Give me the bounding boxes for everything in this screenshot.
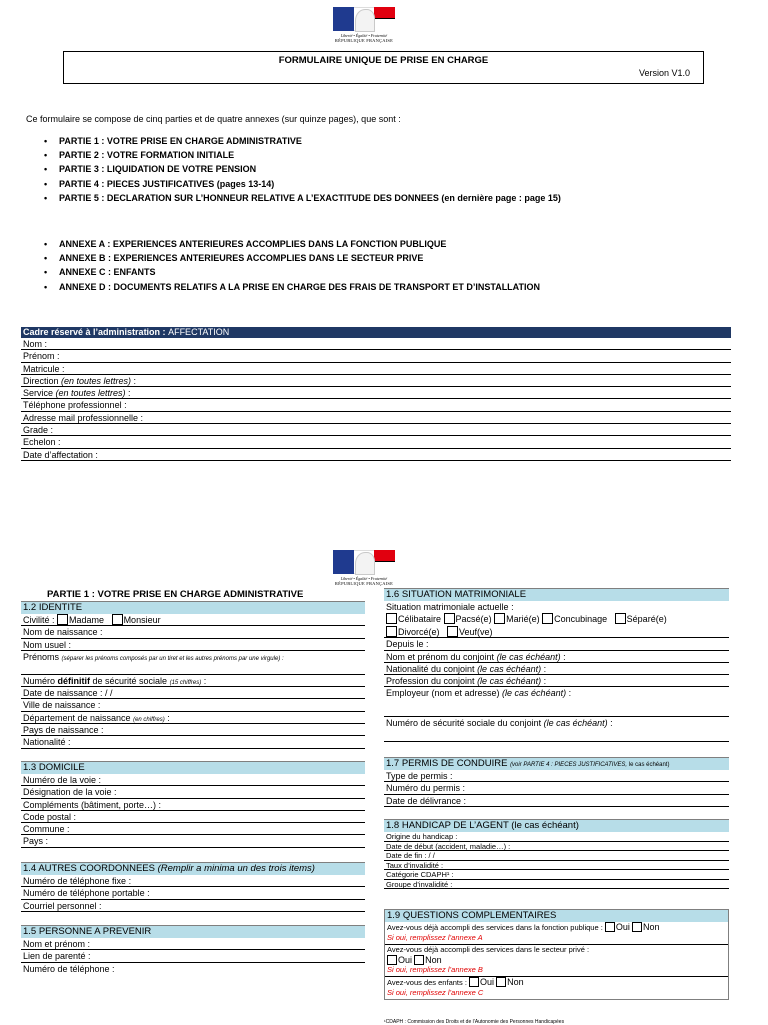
separe-checkbox[interactable] [615, 613, 626, 624]
list-item: • ANNEXE B : EXPERIENCES ANTERIEURES ACCOMPLIES DANS LE SECTEUR PRIVE [26, 253, 540, 267]
ville-naissance-field[interactable]: Ville de naissance : [21, 699, 365, 711]
part1-title: PARTIE 1 : VOTRE PRISE EN CHARGE ADMINISTRATIVE [47, 589, 304, 600]
employeur-field[interactable]: Employeur (nom et adresse) (le cas échéant) : [384, 687, 729, 717]
nationalite-field[interactable]: Nationalité : [21, 736, 365, 748]
section-header: 1.5 PERSONNE A PREVENIR [21, 925, 365, 938]
section-header: 1.6 SITUATION MATRIMONIALE [384, 588, 729, 601]
table-row[interactable]: Adresse mail professionnelle : [21, 412, 731, 424]
commune-field[interactable]: Commune : [21, 823, 365, 835]
marianne-flag-icon [333, 7, 395, 31]
conjoint-nationalite-field[interactable]: Nationalité du conjoint (le cas échéant) : [384, 663, 729, 675]
date-delivrance-field[interactable]: Date de délivrance : [384, 795, 729, 807]
celibataire-checkbox[interactable] [386, 613, 397, 624]
divorce-checkbox[interactable] [386, 626, 397, 637]
departement-naissance-field[interactable]: Département de naissance (en chiffres) : [21, 712, 365, 724]
list-item: • PARTIE 1 : VOTRE PRISE EN CHARGE ADMINISTRATIVE [26, 136, 561, 150]
nom-usuel-field[interactable]: Nom usuel : [21, 639, 365, 651]
conjoint-nir-field[interactable]: Numéro de sécurité sociale du conjoint (le cas échéant) : [384, 717, 729, 742]
parts-list [26, 136, 561, 207]
logo-republic: RÉPUBLIQUE FRANÇAISE [334, 38, 394, 43]
date-naissance-field[interactable]: Date de naissance : / / [21, 687, 365, 699]
republique-francaise-logo [333, 7, 395, 43]
section-permis [384, 757, 729, 807]
date-debut-field[interactable]: Date de début (accident, maladie…) : [384, 842, 729, 852]
situation-actuelle-label: Situation matrimoniale actuelle : [386, 602, 514, 612]
marianne-flag-icon [333, 550, 395, 574]
section-header: 1.8 HANDICAP DE L’AGENT (le cas échéant) [384, 819, 729, 832]
table-row[interactable]: Téléphone professionnel : [21, 399, 731, 411]
section-header: 1.4 AUTRES COORDONNEES (Remplir a minima un des trois items) [21, 862, 365, 875]
section-identite [21, 601, 365, 749]
taux-invalidite-field[interactable]: Taux d’invalidité : [384, 861, 729, 871]
table-row[interactable]: Prénom : [21, 350, 731, 362]
courriel-field[interactable]: Courriel personnel : [21, 900, 365, 912]
section-header: 1.7 PERMIS DE CONDUIRE (voir PARTIE 4 : PIECES JUSTIFICATIVES, le cas échéant) [384, 757, 729, 770]
situation-options-row1: Célibataire Pacsé(e) Marié(e) Concubinage Séparé(e) [384, 613, 729, 626]
cdaph-footnote: ¹CDAPH : Commission des Droits et de l’Autonomie des Personnes Handicapées [384, 1019, 565, 1025]
civilite-row: Civilité : Madame Monsieur [21, 614, 365, 626]
situation-options-row2: Divorcé(e) Veuf(ve) [384, 626, 729, 638]
q1-non-checkbox[interactable] [632, 922, 642, 932]
table-row[interactable]: Grade : [21, 424, 731, 436]
form-title-box [63, 51, 704, 84]
complements-field[interactable]: Compléments (bâtiment, porte…) : [21, 799, 365, 811]
q3-oui-checkbox[interactable] [469, 977, 479, 987]
form-version: Version V1.0 [638, 68, 690, 78]
q2-oui-checkbox[interactable] [387, 955, 397, 965]
table-row[interactable]: Nom : [21, 338, 731, 350]
code-postal-field[interactable]: Code postal : [21, 811, 365, 823]
nir-field[interactable]: Numéro définitif de sécurité sociale (15 chiffres) : [21, 675, 365, 687]
list-item: • PARTIE 3 : LIQUIDATION DE VOTRE PENSION [26, 164, 561, 178]
list-item: • ANNEXE D : DOCUMENTS RELATIFS A LA PRISE EN CHARGE DES FRAIS DE TRANSPORT ET D’INSTALLATION [26, 282, 540, 296]
list-item: • ANNEXE A : EXPERIENCES ANTERIEURES ACCOMPLIES DANS LA FONCTION PUBLIQUE [26, 239, 540, 253]
pacse-checkbox[interactable] [444, 613, 455, 624]
section-header: 1.3 DOMICILE [21, 761, 365, 774]
prenoms-field[interactable]: Prénoms (séparer les prénoms composés par un tiret et les autres prénoms par une virgule) : [21, 651, 365, 675]
question-fonction-publique: Avez-vous déjà accompli des services dans la fonction publique : Oui Non Si oui, remplissez l’annexe A [385, 922, 728, 945]
annexes-list [26, 239, 540, 296]
depuis-le-field[interactable]: Depuis le : [384, 638, 729, 650]
marie-checkbox[interactable] [494, 613, 505, 624]
tel-portable-field[interactable]: Numéro de téléphone portable : [21, 887, 365, 899]
conjoint-profession-field[interactable]: Profession du conjoint (le cas échéant) : [384, 675, 729, 687]
section-coordonnees [21, 862, 365, 912]
groupe-invalidite-field[interactable]: Groupe d’invalidité : [384, 880, 729, 890]
question-enfants: Avez-vous des enfants : Oui Non Si oui, remplissez l’annexe C [387, 976, 524, 997]
section-questions [384, 909, 729, 1000]
list-item: • ANNEXE C : ENFANTS [26, 267, 540, 281]
nom-naissance-field[interactable]: Nom de naissance : [21, 626, 365, 638]
prevenir-lien-field[interactable]: Lien de parenté : [21, 950, 365, 962]
section-handicap [384, 819, 729, 889]
date-fin-field[interactable]: Date de fin : / / [384, 851, 729, 861]
admin-table-header: Cadre réservé à l’administration : AFFECTATION [21, 327, 731, 338]
section-personne-prevenir [21, 925, 365, 975]
veuf-checkbox[interactable] [447, 626, 458, 637]
table-row[interactable]: Direction (en toutes lettres) : [21, 375, 731, 387]
pays-field[interactable]: Pays : [21, 835, 365, 847]
table-row[interactable]: Date d’affectation : [21, 449, 731, 461]
q3-non-checkbox[interactable] [496, 977, 506, 987]
form-title: FORMULAIRE UNIQUE DE PRISE EN CHARGE [278, 55, 489, 66]
pays-naissance-field[interactable]: Pays de naissance : [21, 724, 365, 736]
designation-voie-field[interactable]: Désignation de la voie : [21, 786, 365, 798]
q1-oui-checkbox[interactable] [605, 922, 615, 932]
section-domicile [21, 761, 365, 848]
section-header: 1.9 QUESTIONS COMPLEMENTAIRES [385, 910, 728, 922]
question-secteur-prive: Avez-vous déjà accompli des services dans le secteur privé : Oui Non Si oui, remplissez l’annexe B [385, 945, 728, 977]
intro-text: Ce formulaire se compose de cinq parties et de quatre annexes (sur quinze pages), que sont : [26, 114, 401, 124]
admin-affectation-table [21, 327, 731, 461]
table-row[interactable]: Matricule : [21, 363, 731, 375]
republique-francaise-logo-page2: Liberté • Égalité • Fraternité RÉPUBLIQUE FRANÇAISE [333, 550, 395, 586]
table-row[interactable]: Service (en toutes lettres) : [21, 387, 731, 399]
conjoint-nom-field[interactable]: Nom et prénom du conjoint (le cas échéant) : [384, 651, 729, 663]
monsieur-checkbox[interactable] [112, 614, 123, 625]
prevenir-nom-field[interactable]: Nom et prénom : [21, 938, 365, 950]
madame-checkbox[interactable] [57, 614, 68, 625]
section-header: 1.2 IDENTITE [21, 601, 365, 614]
list-item: • PARTIE 5 : DECLARATION SUR L’HONNEUR RELATIVE A L’EXACTITUDE DES DONNEES (en dernière page : page 15) [26, 193, 561, 207]
origine-handicap-field[interactable]: Origine du handicap : [384, 832, 729, 842]
section-situation-matrimoniale [384, 588, 729, 742]
prevenir-tel-field[interactable]: Numéro de téléphone : [23, 963, 115, 974]
list-item: • PARTIE 2 : VOTRE FORMATION INITIALE [26, 150, 561, 164]
concubinage-checkbox[interactable] [542, 613, 553, 624]
q2-non-checkbox[interactable] [414, 955, 424, 965]
type-permis-field[interactable]: Type de permis : [384, 770, 729, 782]
numero-voie-field[interactable]: Numéro de la voie : [21, 774, 365, 786]
numero-permis-field[interactable]: Numéro du permis : [384, 782, 729, 794]
table-row[interactable]: Echelon : [21, 436, 731, 448]
logo-motto: Liberté • Égalité • Fraternité [340, 33, 388, 38]
list-item: • PARTIE 4 : PIECES JUSTIFICATIVES (pages 13-14) [26, 179, 561, 193]
tel-fixe-field[interactable]: Numéro de téléphone fixe : [21, 875, 365, 887]
categorie-cdaph-field[interactable]: Catégorie CDAPH¹ : [384, 870, 729, 880]
